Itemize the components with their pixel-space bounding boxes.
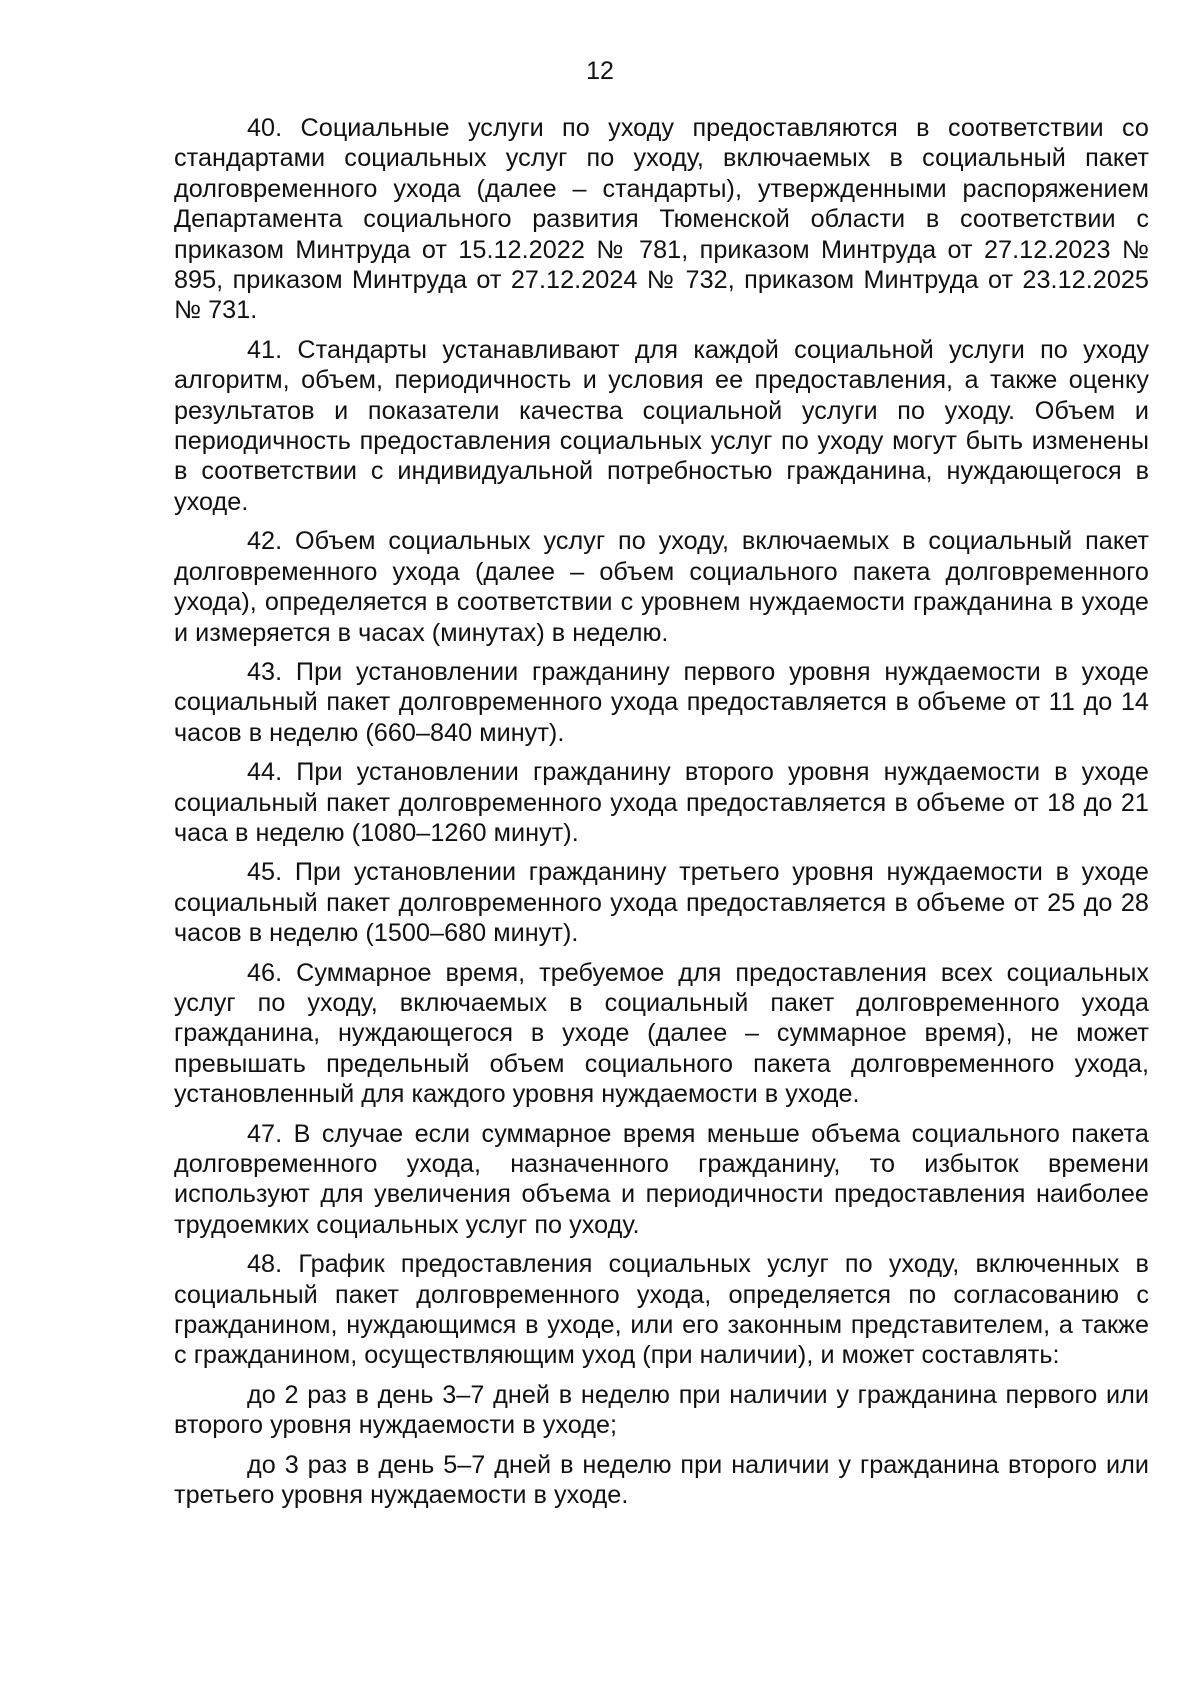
schedule-item-2: до 3 раз в день 5–7 дней в неделю при наличии у гражданина второго или третьего уровня нуждаемости в уходе. (174, 1450, 1149, 1510)
paragraph-48: 48. График предоставления социальных услуг по уходу, включенных в социальный пакет долговременного ухода, определяется по согласованию с гражданином, нуждающимся в уходе, или его законным представителем, а также с гражданином, осуществляющим уход (при наличии), и может составлять: (174, 1250, 1149, 1370)
paragraph-40: 40. Социальные услуги по уходу предоставляются в соответствии со стандартами социальных услуг по уходу, включаемых в социальный пакет долговременного ухода (далее – стандарты), утвержденными распоряжением Департамента социального развития Тюменской области в соответствии с приказом Минтруда от 15.12.2022 № 781, приказом Минтруда от 27.12.2023 № 895, приказом Минтруда от 27.12.2024 № 732, приказом Минтруда от 23.12.2025 № 731. (174, 114, 1149, 325)
schedule-item-1: до 2 раз в день 3–7 дней в неделю при наличии у гражданина первого или второго уровня нуждаемости в уходе; (174, 1380, 1149, 1440)
paragraph-42: 42. Объем социальных услуг по уходу, включаемых в социальный пакет долговременного ухода (далее – объем социального пакета долговременного ухода), определяется в соответствии с уровнем нуждаемости гражданина в уходе и измеряется в часах (минутах) в неделю. (174, 527, 1149, 647)
paragraph-46: 46. Суммарное время, требуемое для предоставления всех социальных услуг по уходу, включаемых в социальный пакет долговременного ухода гражданина, нуждающегося в уходе (далее – суммарное время), не может превышать предельный объем социального пакета долговременного ухода, установленный для каждого уровня нуждаемости в уходе. (174, 958, 1149, 1109)
paragraph-41: 41. Стандарты устанавливают для каждой социальной услуги по уходу алгоритм, объем, периодичность и условия ее предоставления, а также оценку результатов и показатели качества социальной услуги по уходу. Объем и периодичность предоставления социальных услуг по уходу могут быть изменены в соответствии с индивидуальной потребностью гражданина, нуждающегося в уходе. (174, 335, 1149, 516)
page-number: 12 (586, 57, 614, 85)
paragraph-45: 45. При установлении гражданину третьего уровня нуждаемости в уходе социальный пакет долговременного ухода предоставляется в объеме от 25 до 28 часов в неделю (1500–680 минут). (174, 858, 1149, 948)
paragraph-44: 44. При установлении гражданину второго уровня нуждаемости в уходе социальный пакет долговременного ухода предоставляется в объеме от 18 до 21 часа в неделю (1080–1260 минут). (174, 758, 1149, 847)
paragraph-47: 47. В случае если суммарное время меньше объема социального пакета долговременного ухода, назначенного гражданину, то избыток времени используют для увеличения объема и периодичности предоставления наиболее трудоемких социальных услуг по уходу. (174, 1119, 1149, 1239)
document-body (174, 113, 1149, 1510)
paragraph-43: 43. При установлении гражданину первого уровня нуждаемости в уходе социальный пакет долговременного ухода предоставляется в объеме от 11 до 14 часов в неделю (660–840 минут). (174, 657, 1149, 747)
